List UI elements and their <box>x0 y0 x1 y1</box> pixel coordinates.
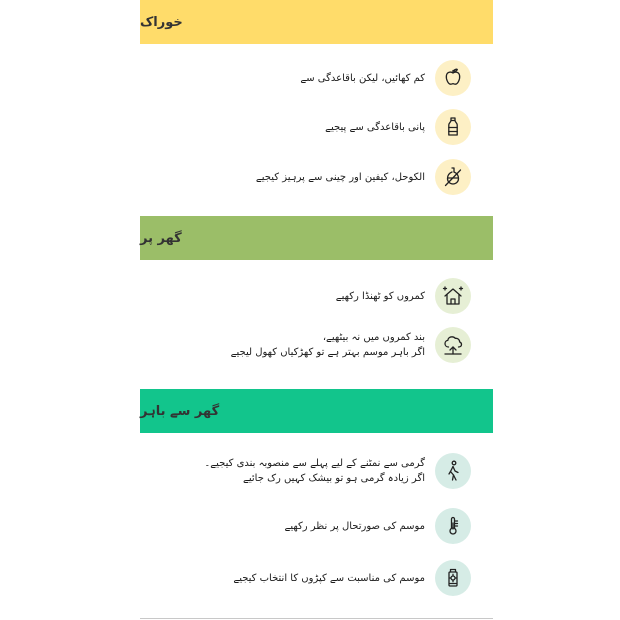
item-text-plan-ahead <box>204 456 425 486</box>
list-item-plan-ahead <box>204 452 471 490</box>
item-text-drink-water: پانی باقاعدگی سے پیجیے <box>325 121 425 133</box>
walking-person-icon <box>435 453 471 489</box>
item-text-keep-rooms-cool: کمروں کو ٹھنڈا رکھیے <box>335 290 425 302</box>
section-header-outside <box>140 389 493 433</box>
item-text-open-windows-line2: اگر باہر موسم بہتر ہے تو کھڑکیاں کھول لیجیے <box>230 347 425 358</box>
item-text-plan-ahead-line2: اگر زیادہ گرمی ہو تو بیشک کہیں رک جائیے <box>243 473 425 484</box>
item-text-open-windows-line1: بند کمروں میں نہ بیٹھیے، <box>322 332 425 343</box>
item-text-plan-ahead-line1: گرمی سے نمٹنے کے لیے پہلے سے منصوبہ بندی کیجیے۔ <box>204 458 425 469</box>
list-item-watch-weather <box>285 507 471 545</box>
list-item-drink-water <box>325 108 471 146</box>
item-text-choose-clothes: موسم کی مناسبت سے کپڑوں کا انتخاب کیجیے <box>233 572 425 584</box>
no-drink-icon <box>435 159 471 195</box>
section-title-home: گھر پر <box>140 230 182 246</box>
section-header-food <box>140 0 493 44</box>
item-text-open-windows <box>231 330 425 360</box>
cool-house-icon <box>435 278 471 314</box>
list-item-choose-clothes <box>233 559 471 597</box>
thermometer-icon <box>435 508 471 544</box>
item-text-watch-weather: موسم کی صورتحال پر نظر رکھیے <box>284 520 425 532</box>
list-item-avoid-alcohol <box>256 158 471 196</box>
water-bottle-icon <box>435 109 471 145</box>
list-item-open-windows <box>231 326 471 364</box>
sunscreen-icon <box>435 560 471 596</box>
item-text-avoid-alcohol: الکوحل، کیفین اور چینی سے پرہیز کیجیے <box>255 171 425 183</box>
section-title-outside: گھر سے باہر <box>140 403 220 419</box>
list-item-eat-regularly <box>300 59 471 97</box>
section-title-food: خوراک <box>140 14 183 30</box>
section-header-home <box>140 216 493 260</box>
apple-icon <box>435 60 471 96</box>
list-item-keep-rooms-cool <box>336 277 471 315</box>
tree-icon <box>435 327 471 363</box>
heat-advice-panel <box>140 0 493 620</box>
bottom-divider <box>140 618 493 619</box>
item-text-eat-regularly: کم کھائیں، لیکن باقاعدگی سے <box>300 72 425 84</box>
